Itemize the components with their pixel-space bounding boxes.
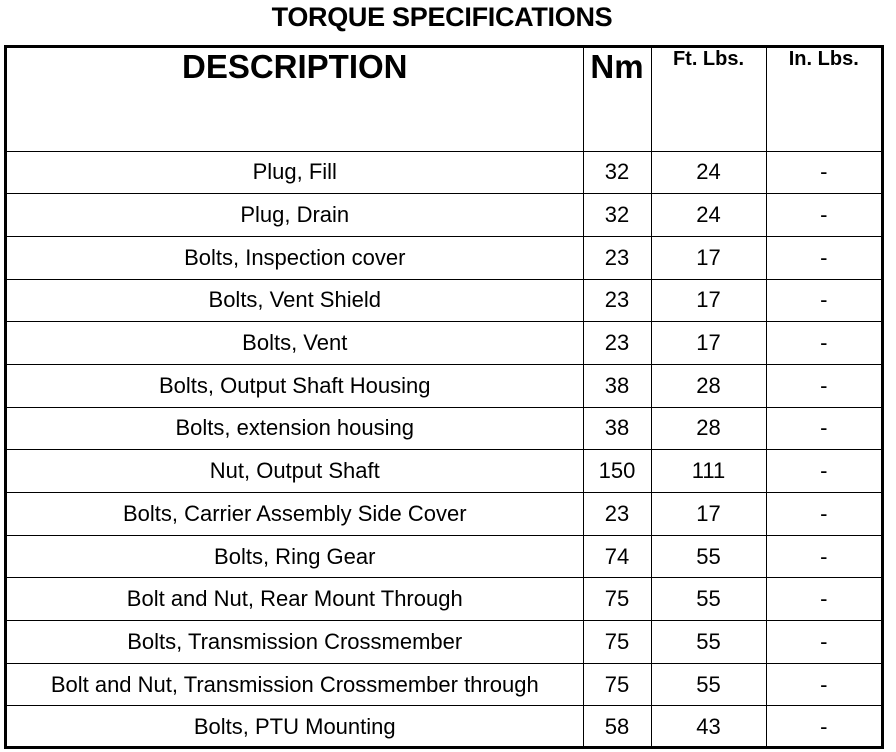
cell-in-lbs: - — [766, 578, 881, 621]
column-header-nm: Nm — [583, 48, 651, 151]
cell-ft-lbs: 55 — [651, 535, 766, 578]
cell-in-lbs: - — [766, 621, 881, 664]
table-row — [7, 236, 881, 279]
cell-ft-lbs: 28 — [651, 364, 766, 407]
table-row — [7, 578, 881, 621]
cell-nm: 75 — [583, 578, 651, 621]
cell-nm: 75 — [583, 663, 651, 706]
cell-ft-lbs: 17 — [651, 236, 766, 279]
cell-in-lbs: - — [766, 450, 881, 493]
cell-description: Bolts, Vent Shield — [7, 279, 583, 322]
cell-in-lbs: - — [766, 535, 881, 578]
cell-description: Bolts, Transmission Crossmember — [7, 621, 583, 664]
table-body — [7, 151, 881, 748]
cell-in-lbs: - — [766, 493, 881, 536]
column-header-description: DESCRIPTION — [7, 48, 583, 151]
header-row — [7, 48, 881, 151]
cell-description: Bolts, extension housing — [7, 407, 583, 450]
table-row — [7, 621, 881, 664]
cell-description: Nut, Output Shaft — [7, 450, 583, 493]
cell-ft-lbs: 55 — [651, 621, 766, 664]
cell-in-lbs: - — [766, 279, 881, 322]
cell-ft-lbs: 17 — [651, 279, 766, 322]
cell-nm: 23 — [583, 322, 651, 365]
cell-nm: 75 — [583, 621, 651, 664]
table-row — [7, 493, 881, 536]
cell-nm: 74 — [583, 535, 651, 578]
cell-description: Bolts, Ring Gear — [7, 535, 583, 578]
torque-table-frame — [4, 45, 884, 749]
table-row — [7, 535, 881, 578]
cell-description: Bolts, Carrier Assembly Side Cover — [7, 493, 583, 536]
table-row — [7, 407, 881, 450]
cell-in-lbs: - — [766, 322, 881, 365]
cell-description: Bolt and Nut, Transmission Crossmember through — [7, 663, 583, 706]
cell-in-lbs: - — [766, 663, 881, 706]
cell-ft-lbs: 55 — [651, 578, 766, 621]
table-row — [7, 364, 881, 407]
cell-nm: 23 — [583, 236, 651, 279]
cell-in-lbs: - — [766, 706, 881, 748]
table-row — [7, 663, 881, 706]
cell-description: Plug, Fill — [7, 151, 583, 194]
cell-description: Bolts, Inspection cover — [7, 236, 583, 279]
table-row — [7, 450, 881, 493]
column-header-in-lbs: In. Lbs. — [766, 48, 881, 151]
cell-nm: 38 — [583, 364, 651, 407]
cell-ft-lbs: 28 — [651, 407, 766, 450]
cell-description: Bolt and Nut, Rear Mount Through — [7, 578, 583, 621]
cell-nm: 58 — [583, 706, 651, 748]
table-row — [7, 279, 881, 322]
cell-description: Plug, Drain — [7, 194, 583, 237]
cell-nm: 150 — [583, 450, 651, 493]
cell-nm: 32 — [583, 194, 651, 237]
cell-description: Bolts, PTU Mounting — [7, 706, 583, 748]
cell-ft-lbs: 55 — [651, 663, 766, 706]
cell-ft-lbs: 17 — [651, 322, 766, 365]
table-row — [7, 706, 881, 748]
cell-ft-lbs: 24 — [651, 194, 766, 237]
cell-in-lbs: - — [766, 151, 881, 194]
page-title: TORQUE SPECIFICATIONS — [271, 2, 613, 32]
cell-nm: 32 — [583, 151, 651, 194]
cell-nm: 23 — [583, 493, 651, 536]
cell-nm: 38 — [583, 407, 651, 450]
cell-in-lbs: - — [766, 407, 881, 450]
table-row — [7, 194, 881, 237]
cell-in-lbs: - — [766, 236, 881, 279]
cell-ft-lbs: 111 — [651, 450, 766, 493]
table-row — [7, 322, 881, 365]
cell-nm: 23 — [583, 279, 651, 322]
cell-description: Bolts, Vent — [7, 322, 583, 365]
cell-in-lbs: - — [766, 194, 881, 237]
cell-in-lbs: - — [766, 364, 881, 407]
cell-ft-lbs: 43 — [651, 706, 766, 748]
torque-table — [7, 48, 881, 748]
cell-description: Bolts, Output Shaft Housing — [7, 364, 583, 407]
table-row — [7, 151, 881, 194]
cell-ft-lbs: 24 — [651, 151, 766, 194]
column-header-ft-lbs: Ft. Lbs. — [651, 48, 766, 151]
cell-ft-lbs: 17 — [651, 493, 766, 536]
